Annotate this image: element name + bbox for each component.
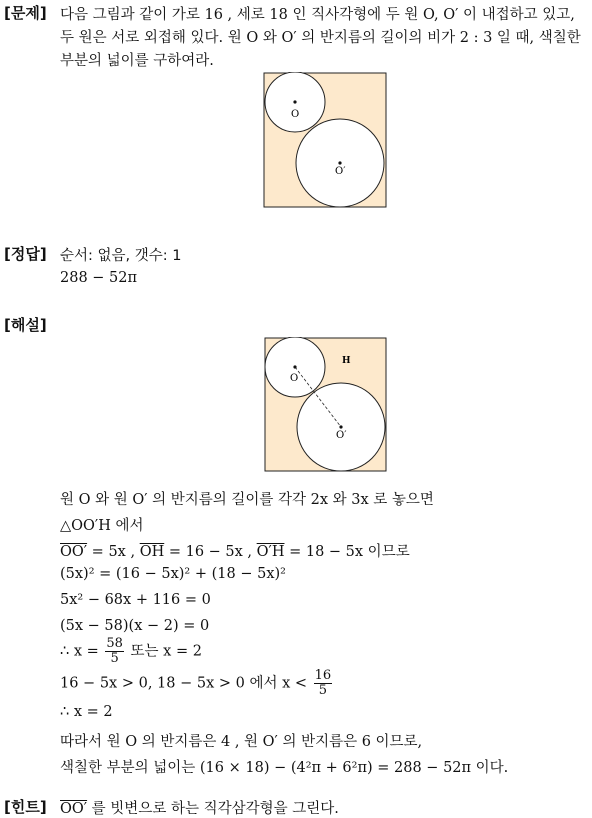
- solution-tag: [해설]: [4, 316, 47, 334]
- answer-line-1: 순서: 없음, 갯수: 1: [60, 248, 182, 264]
- segment-oh-label: $\overline{OH}$: [139, 544, 165, 560]
- segment-oo-prime-label: OO′: [60, 801, 88, 817]
- solution-line-7-prefix: ∴ x =: [60, 643, 104, 660]
- answer-tag: [정답]: [4, 245, 47, 263]
- solution-line-10: 따라서 원 O 의 반지름은 4 , 원 O′ 의 반지름은 6 이므로,: [60, 734, 423, 750]
- fraction-denominator: 5: [110, 651, 119, 666]
- center-o-dot: [293, 365, 296, 368]
- fraction-numerator: 58: [106, 636, 123, 651]
- center-o-dot: [293, 100, 296, 103]
- fraction-denominator: 5: [318, 683, 328, 698]
- solution-line-11: 색칠한 부분의 넓이는 (16 × 18) − (4²π + 6²π) = 288 − 52π 이다.: [60, 760, 509, 776]
- solution-line-6: (5x − 58)(x − 2) = 0: [60, 618, 210, 634]
- solution-line-2: △OO′H 에서: [60, 518, 144, 534]
- problem-line-1: 다음 그림과 같이 가로 16 , 세로 18 인 직사각형에 두 원 O, O′ 이 내접하고 있고,: [60, 7, 575, 23]
- fraction-16-5: [314, 669, 333, 698]
- segment-o-prime-h-value: = 18 − 5x 이므로: [284, 544, 410, 560]
- solution-line-8: [60, 669, 334, 698]
- segment-oo-prime-value: = 5x ,: [87, 544, 140, 560]
- label-o-prime: O′: [336, 430, 347, 441]
- fraction-58-5: [105, 637, 124, 666]
- solution-line-8-prefix: 16 − 5x > 0, 18 − 5x > 0 에서 x <: [60, 675, 312, 692]
- label-o: O: [290, 373, 299, 384]
- problem-line-2: 두 원은 서로 외접해 있다. 원 O 와 O′ 의 반지름의 길이의 비가 2 : 3 일 때, 색칠한: [60, 30, 581, 46]
- solution-line-9: ∴ x = 2: [60, 704, 113, 720]
- solution-line-3: [60, 540, 410, 561]
- segment-oo-prime-label: OO′: [60, 544, 88, 560]
- answer-value: 288 − 52π: [60, 270, 138, 286]
- solution-line-1: 원 O 와 원 O′ 의 반지름의 길이를 각각 2x 와 3x 로 놓으면: [60, 492, 434, 508]
- problem-figure: [262, 72, 390, 210]
- solution-figure: [263, 337, 389, 473]
- hint-line: [60, 797, 339, 818]
- center-o-prime-dot: [338, 161, 341, 164]
- fraction-numerator: 16: [314, 668, 332, 683]
- problem-tag: [문제]: [4, 4, 47, 22]
- hint-tag: [힌트]: [4, 798, 47, 816]
- segment-oh-value: = 16 − 5x ,: [164, 544, 257, 560]
- hint-text: 를 빗변으로 하는 직각삼각형을 그린다.: [87, 801, 339, 817]
- solution-line-7: [60, 637, 202, 666]
- solution-line-7-suffix: 또는 x = 2: [125, 643, 202, 660]
- solution-line-4: (5x)² = (16 − 5x)² + (18 − 5x)²: [60, 566, 286, 582]
- solution-line-5: 5x² − 68x + 116 = 0: [60, 592, 211, 608]
- label-o-prime: O′: [335, 166, 346, 177]
- label-h: H: [342, 356, 351, 366]
- problem-line-3: 부분의 넓이를 구하여라.: [60, 53, 214, 69]
- center-o-prime-dot: [339, 425, 342, 428]
- label-o: O: [291, 109, 300, 120]
- segment-o-prime-h-label: O′H: [256, 544, 285, 560]
